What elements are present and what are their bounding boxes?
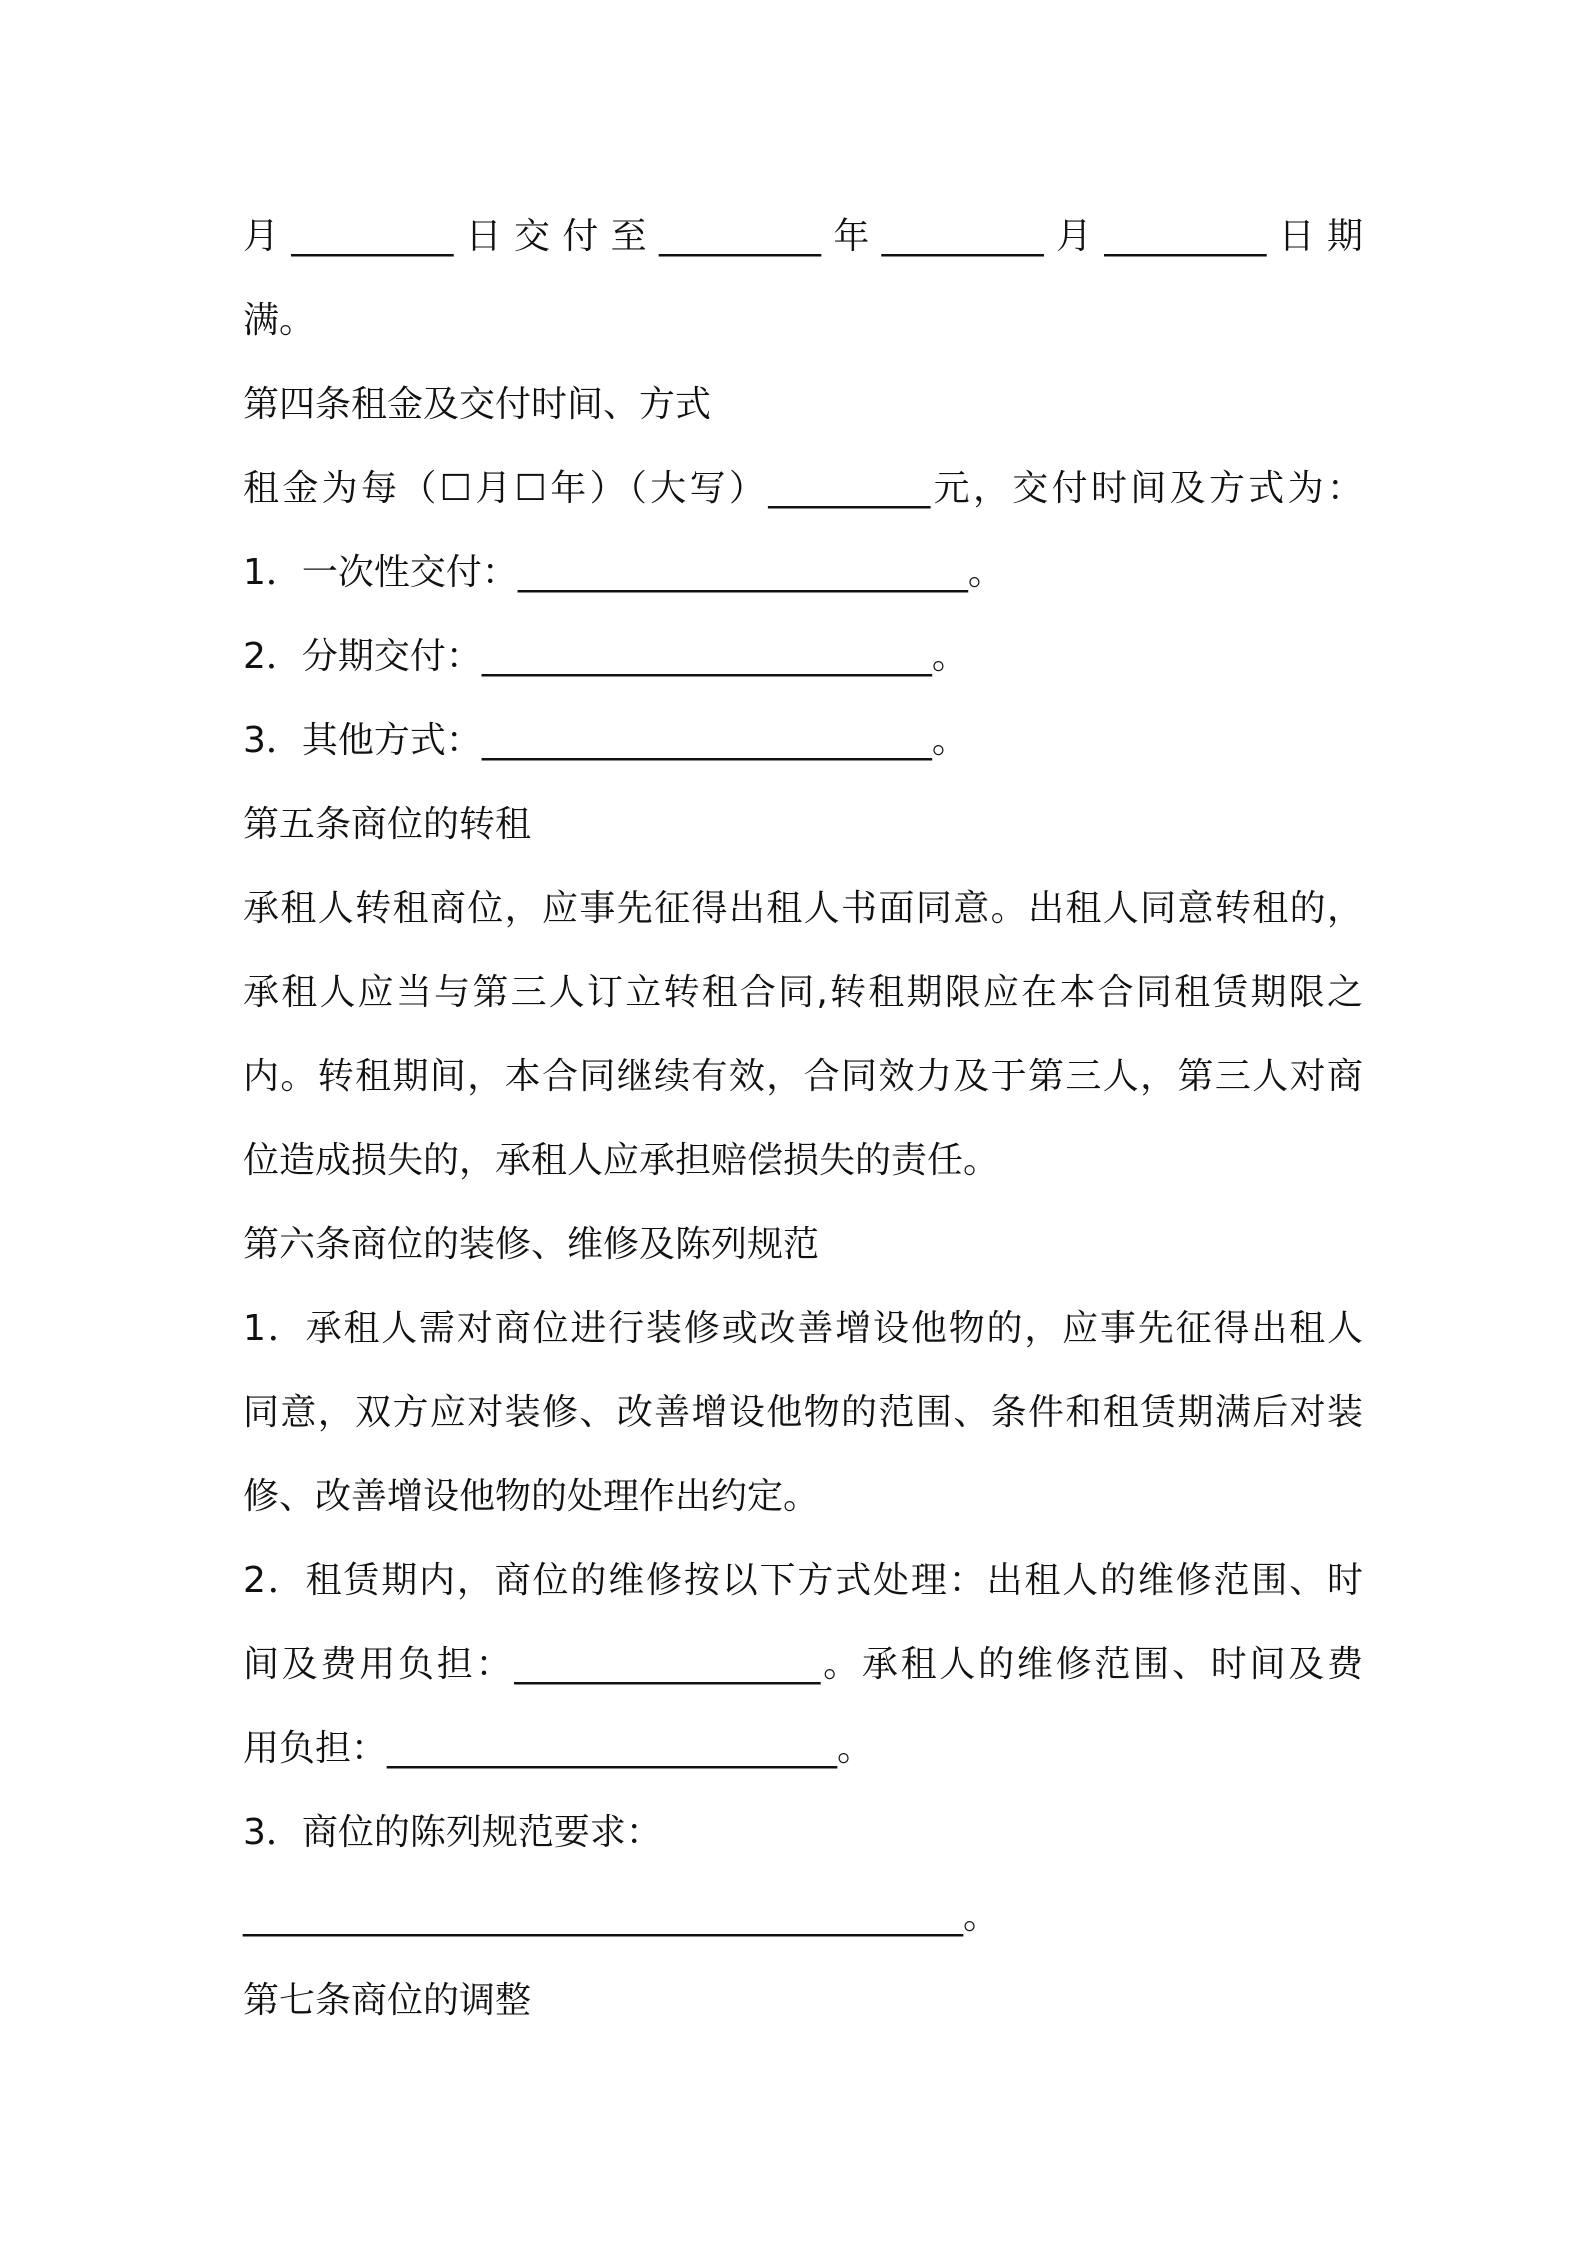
list-item: 3．商位的陈列规范要求： xyxy=(243,1812,662,1853)
list-item: 1．一次性交付：_________________________。 xyxy=(243,552,1004,593)
text-line: 位造成损失的，承租人应承担赔偿损失的责任。 xyxy=(243,1140,1000,1181)
text-line: 用负担：_________________________。 xyxy=(243,1728,874,1769)
blank-line: ________________________________________。 xyxy=(243,1896,999,1937)
list-item: 2．分期交付：_________________________。 xyxy=(243,636,968,677)
section-heading: 第五条商位的转租 xyxy=(243,804,532,845)
text-line: 月_________日交付至_________年_________月_________日期 xyxy=(243,216,1363,257)
text-line: 满。 xyxy=(243,300,316,341)
text-line: 修、改善增设他物的处理作出约定。 xyxy=(243,1476,820,1517)
section-heading: 第七条商位的调整 xyxy=(243,1980,532,2021)
list-item: 3．其他方式：_________________________。 xyxy=(243,720,968,761)
text-line: 间及费用负担：_________________。承租人的维修范围、时间及费 xyxy=(243,1644,1363,1685)
section-heading: 第四条租金及交付时间、方式 xyxy=(243,384,712,425)
document-body xyxy=(243,195,1363,2043)
text-line: 承租人应当与第三人订立转租合同,转租期限应在本合同租赁期限之 xyxy=(243,972,1363,1013)
list-item: 2．租赁期内，商位的维修按以下方式处理：出租人的维修范围、时 xyxy=(243,1560,1363,1601)
text-line: 承租人转租商位，应事先征得出租人书面同意。出租人同意转租的， xyxy=(243,888,1363,929)
text-line: 租金为每（☐月☐年）（大写）_________元，交付时间及方式为： xyxy=(243,468,1363,509)
list-item: 1．承租人需对商位进行装修或改善增设他物的，应事先征得出租人 xyxy=(243,1308,1363,1349)
text-line: 内。转租期间，本合同继续有效，合同效力及于第三人，第三人对商 xyxy=(243,1056,1363,1097)
section-heading: 第六条商位的装修、维修及陈列规范 xyxy=(243,1224,820,1265)
text-line: 同意，双方应对装修、改善增设他物的范围、条件和租赁期满后对装 xyxy=(243,1392,1363,1433)
